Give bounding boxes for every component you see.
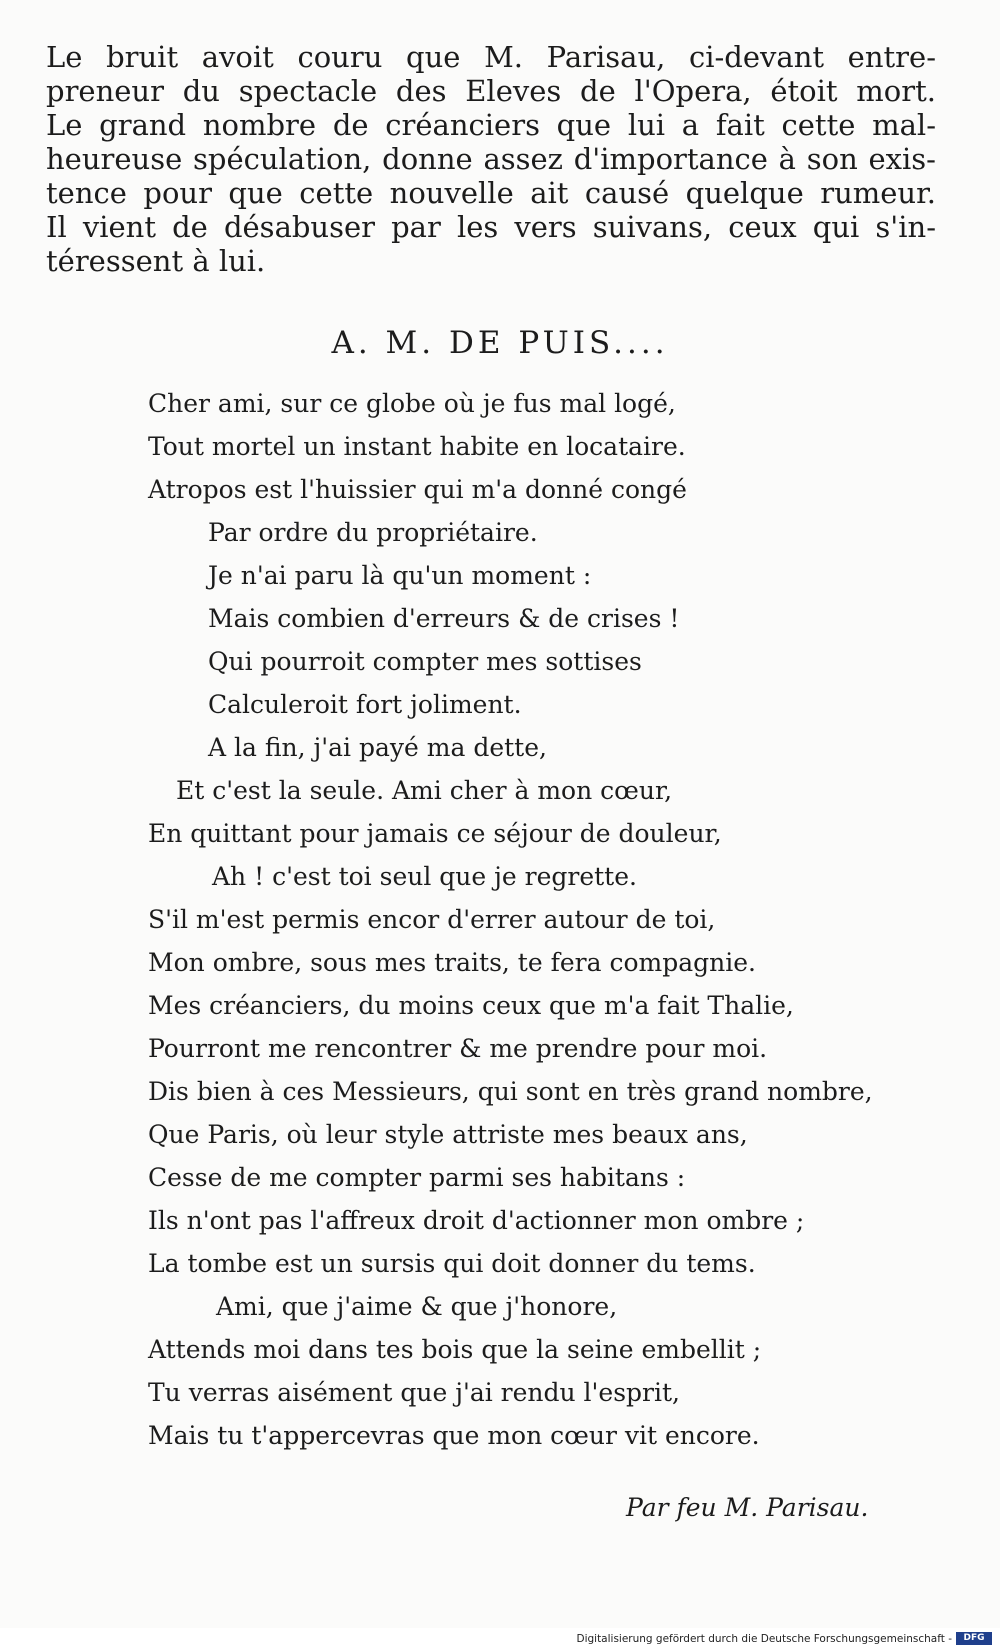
poem-verse: S'il m'est permis encor d'errer autour de toi, — [148, 905, 716, 934]
dfg-logo-icon: DFG — [956, 1632, 992, 1645]
poem-verse: Mais combien d'erreurs & de crises ! — [208, 604, 680, 633]
poem-verse: Que Paris, où leur style attriste mes beaux ans, — [148, 1120, 748, 1149]
poem-verse: Calculeroit fort joliment. — [208, 690, 522, 719]
poem-verse: Ah ! c'est toi seul que je regrette. — [212, 862, 637, 891]
poem-verse: La tombe est un sursis qui doit donner du tems. — [148, 1249, 756, 1278]
poem-verse: Mon ombre, sous mes traits, te fera compagnie. — [148, 948, 756, 977]
poem-verse: Cher ami, sur ce globe où je fus mal logé, — [148, 389, 676, 418]
intro-line: Le bruit avoit couru que M. Parisau, ci-devant entre- — [46, 40, 936, 74]
intro-line: téressent à lui. — [46, 244, 266, 278]
poem-verse: Tu verras aisément que j'ai rendu l'esprit, — [148, 1378, 680, 1407]
poem-verse: Mais tu t'appercevras que mon cœur vit encore. — [148, 1421, 760, 1450]
intro-line: tence pour que cette nouvelle ait causé quelque rumeur. — [46, 176, 936, 210]
poem-verse: Qui pourroit compter mes sottises — [208, 647, 642, 676]
poem-verse: A la fin, j'ai payé ma dette, — [208, 733, 547, 762]
poem-signature: Par feu M. Parisau. — [626, 1493, 869, 1522]
poem-verse: Ils n'ont pas l'affreux droit d'actionner mon ombre ; — [148, 1206, 805, 1235]
intro-line: Il vient de désabuser par les vers suivans, ceux qui s'in- — [46, 210, 936, 244]
intro-line: Le grand nombre de créanciers que lui a fait cette mal- — [46, 108, 936, 142]
poem-verse: Atropos est l'huissier qui m'a donné congé — [148, 475, 687, 504]
poem-verse: Je n'ai paru là qu'un moment : — [208, 561, 592, 590]
poem-verse: Et c'est la seule. Ami cher à mon cœur, — [176, 776, 673, 805]
poem-title: A. M. DE PUIS.... — [331, 325, 669, 361]
intro-line: preneur du spectacle des Eleves de l'Opera, étoit mort. — [46, 74, 936, 108]
intro-paragraph — [46, 40, 936, 278]
poem-verse: En quittant pour jamais ce séjour de douleur, — [148, 819, 722, 848]
footer-credit: Digitalisierung gefördert durch die Deutsche Forschungsgemeinschaft - — [576, 1633, 952, 1645]
intro-line: heureuse spéculation, donne assez d'importance à son exis- — [46, 142, 936, 176]
poem-verse: Par ordre du propriétaire. — [208, 518, 538, 547]
poem-verse: Cesse de me compter parmi ses habitans : — [148, 1163, 686, 1192]
digitization-footer — [0, 1628, 1000, 1648]
poem-verse: Attends moi dans tes bois que la seine embellit ; — [148, 1335, 762, 1364]
poem-verse: Ami, que j'aime & que j'honore, — [216, 1292, 618, 1321]
poem-verse: Tout mortel un instant habite en locataire. — [148, 432, 686, 461]
poem-verse: Mes créanciers, du moins ceux que m'a fait Thalie, — [148, 991, 794, 1020]
poem-verse: Dis bien à ces Messieurs, qui sont en très grand nombre, — [148, 1077, 873, 1106]
poem-verse: Pourront me rencontrer & me prendre pour moi. — [148, 1034, 768, 1063]
